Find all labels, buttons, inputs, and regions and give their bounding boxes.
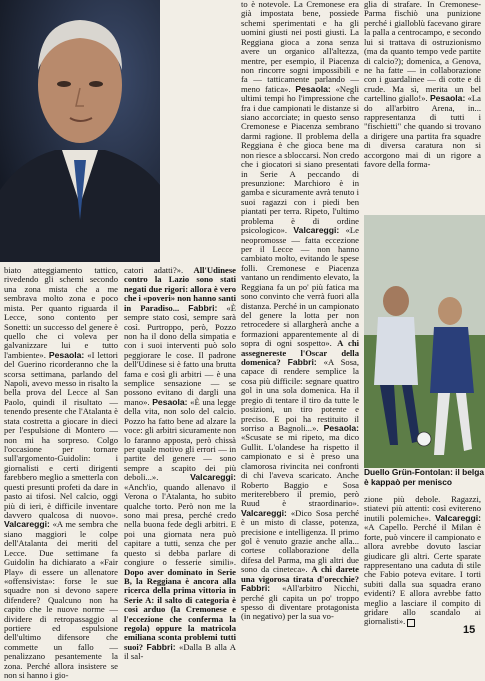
speaker-label: Pesaola: [429, 93, 466, 104]
column-3 [241, 0, 359, 622]
column-1 [4, 266, 118, 681]
question-heading: All'Udinese contro la Lazio sono stati negati due rigori: allora è vero che i «poveri» non hanno santi in Paradiso... [124, 265, 236, 313]
speaker-label: Valcareggi: [190, 472, 236, 483]
paragraph: glia di strafare. In Cremonese-Parma fischiò una punizione perché i gialloblù facevano girare la palla a centrocampo, e secondo lui si trattava di ostruzionismo (ma da quanto tempo vede partite di calcio?); domenica, a Genova, ne ha fatte — in collaborazione con i guardalinee — di cotte e di crude. Ma sì, merita un bel cartellino giallo!». Pesaola: «La do all'arbitro Arena, in... rappresentanza di tutti i "fischietti" che quando si trovano a dirigere una partita fra squadre di diversa caratura non si accorgono mai di un rigore a favore della forma- [364, 0, 481, 170]
column-2 [124, 266, 236, 662]
speaker-label: Valcareggi: [435, 512, 481, 523]
paragraph: zione più debole. Ragazzi, stiatevi più attenti: così evitereno inutili polemiche». Valcareggi: «A Capello. Perché il Milan è forte, può vincere il campionato e allora avrebbe dovuto lasciar giudicare gli altri. Certe sparate rappresentano una caduta di stile che Fabio poteva evitare. I torti subiti dalla sua squadra erano evidenti? E allora avrebbe fatto meglio a lasciare il compito di gridare allo scandalo ai giornalisti». [364, 494, 481, 627]
paragraph: biato atteggiamento tattico, rivedendo gli schemi secondo una zona mista che a me sembrava molto zona e poco mista. Per quanto riguarda il Lecce, sono contento per Sonetti: un successo del genere è quello che ci voleva per galvanizzare lui e tutto l'ambiente». Pesaola: «I lettori del Guerino ricorderanno che la scorsa settimana, parlando del Napoli, avevo messo in risalto la bella prova del Lecce al San Paolo, quindi il risultato — tenendo presente che l'Atalanta è stata costretta a giocare in dieci per l'espulsione di Montero — non mi ha sorpreso. Colgo l'occasione per tornare sull'argomento-Guidolin: i giornalisti e certi dirigenti farebbero meglio a smetterla con questi presunti profeti da dare in pasto ai tifosi. Nel calcio, oggi più di ieri, è difficile inventare davvero qualcosa di nuovo». Valcareggi: «A me sembra che siano maggiori le colpe dell'Atalanta dei meriti del Lecce. Due settimane fa Guidolin ha dichiarato a «Fair Play» di essere un allenatore «offensivista»: forse le sue squadre non si devono sapere difendere? Qualcuno non ha capito che le nuove norme — dividere di retropassaggio al portiere ed espulsione dell'ultimo difensore che commette un fallo — penalizzano pesantemente la zona. Perché allora insistere se non si hanno i gio- [4, 265, 118, 681]
question-heading: A chi darete una vigorosa tirata d'orecchie? [241, 564, 359, 584]
speaker-label: Pesaola: [48, 349, 85, 360]
speaker-label: Valcareggi: [4, 519, 50, 530]
column-4-top [364, 0, 481, 170]
speaker-label: Pesaola: [295, 83, 331, 94]
speaker-label: Valcareggi: [293, 225, 340, 236]
paragraph: catori adatti?». All'Udinese contro la Lazio sono stati negati due rigori: allora è vero che i «poveri» non hanno santi in Paradiso... Fabbri: «È sempre stato così, sempre sarà così. Purtroppo, però, Pozzo non ha il dono della simpatia e con i suoi interventi può solo peggiorare le cose. Il padrone dell'Udinese si è fatto una brutta fama e così gli arbitri — è una semplice sensazione — se possono evitano di dargli una mano». Pesaola: «È una legge della vita, non solo del calcio. Pozzo ha fatto bene ad alzare la voce: gli arbitri sicuramente non lo faranno apposta, però chissà per quale motivo gli errori — in partite del genere — sono sempre a scapito dei più deboli...». Valcareggi: «Anch'io, quando allenavo il Verona o l'Atalanta, ho subito qualche torto. Però non me la sono mai presa, perché credo nella buona fede degli arbitri. E poi una giornata nera può capitare a tutti, senza che per questo si debba parlare di congiure o fesserie simili». Dopo aver dominato in Serie B, la Reggiana è ancora alla ricerca della prima vittoria in Serie A: il salto di categoria è così arduo (la Cremonese e l'eccezione che conferma la regola) oppure la matricola emiliana sconta problemi tutti suoi? Fabbri: «Dalla B alla A il sal- [124, 265, 236, 662]
speaker-label: Fabbri: [287, 357, 317, 368]
paragraph: to è notevole. La Cremonese era già impostata bene, possiede schemi sperimentati e ha gli uomini giusti nei posti giusti. La Reggiana gioca a zona senza avere un organico all'altezza, mentre, per esempio, il Piacenza non rincorre sogni impossibili e fa — tatticamente parlando — meno fatica». Pesaola: «Negli ultimi tempi ho l'impressione che fra i due campionati le distanze si siano accorciate; in questo senso Cremonese e Piacenza sembrano darmi ragione. Il problema della Reggiana è che gioca bene ma non riesce a sbloccarsi. Non credo che i giocatori si siano presentati in Serie A peccando di presunzione: Marchioro è in gamba e sicuramente avrà tenuto i suoi ragazzi con i piedi ben piantati per terra. Ripeto, l'ultimo problema è di ordine psicologico». Valcareggi: «Le neopromosse — fatta eccezione per il Lecce — non hanno cambiato molto, evitando le spese folli. Cremonese e Piacenza vantano un rendimento elevato, la Reggiana fa un po' più fatica ma sono convinto che verrà fuori alla distanza. Perché in un campionato del genere la lotta per non retrocedere si allargherà anche a formazioni apparentemente al di sopra di ogni sospetto». A chi assegnereste l'Oscar della domenica? Fabbri: «A Sosa, capace di rendere semplice la cosa più difficile: segnare quattro gol in una sola domenica. Ha il pregio di tentare il tiro da tutte le posizioni, un tiro potente e preciso. E poi ha restituito il sorriso a Bagnoli...». Pesaola: «Scusate se mi ripeto, ma dico Gullit. L'olandese ha rispetto il campionato e si è preso una clamorosa rivincita nei confronti di chi l'aveva scaricato. Anche Roberto Baggio e Sosa meriterebbero il premio, però Ruud è straordinario». Valcareggi: «Dico Sosa perché è un misto di classe, potenza, precisione e intelligenza. Il primo gol è venuto grazie anche alla... cortese collaborazione della difesa del Parma, ma gli altri due sono da cineteca». A chi darete una vigorosa tirata d'orecchie? Fabbri: «All'arbitro Nicchi, perché gli capita un po' troppo spesso di diventare protagonista (in negativo) per la sua vo- [241, 0, 359, 622]
question-heading: Dopo aver dominato in Serie B, la Reggiana è ancora alla ricerca della prima vittoria in Serie A: il salto di categoria è così arduo (la Cremonese e l'eccezione che conferma la regola) oppure la matricola emiliana sconta problemi tutti suoi? [124, 566, 236, 652]
speaker-label: Valcareggi: [241, 507, 287, 518]
end-mark-icon [407, 619, 415, 627]
page-number: 15 [463, 624, 476, 636]
speaker-label: Fabbri: [241, 583, 271, 594]
speaker-label: Fabbri: [188, 302, 218, 313]
match-action-photo [364, 215, 485, 468]
speaker-label: Pesaola: [323, 422, 359, 433]
question-heading: A chi assegnereste l'Oscar della domenica? [241, 338, 359, 368]
photo-caption: Duello Grün-Fontolan: il belga è kappaò per menisco [364, 467, 485, 487]
coach-portrait-photo [0, 0, 160, 262]
column-4-bottom [364, 495, 481, 627]
speaker-label: Pesaola: [152, 396, 188, 407]
speaker-label: Fabbri: [146, 641, 176, 652]
